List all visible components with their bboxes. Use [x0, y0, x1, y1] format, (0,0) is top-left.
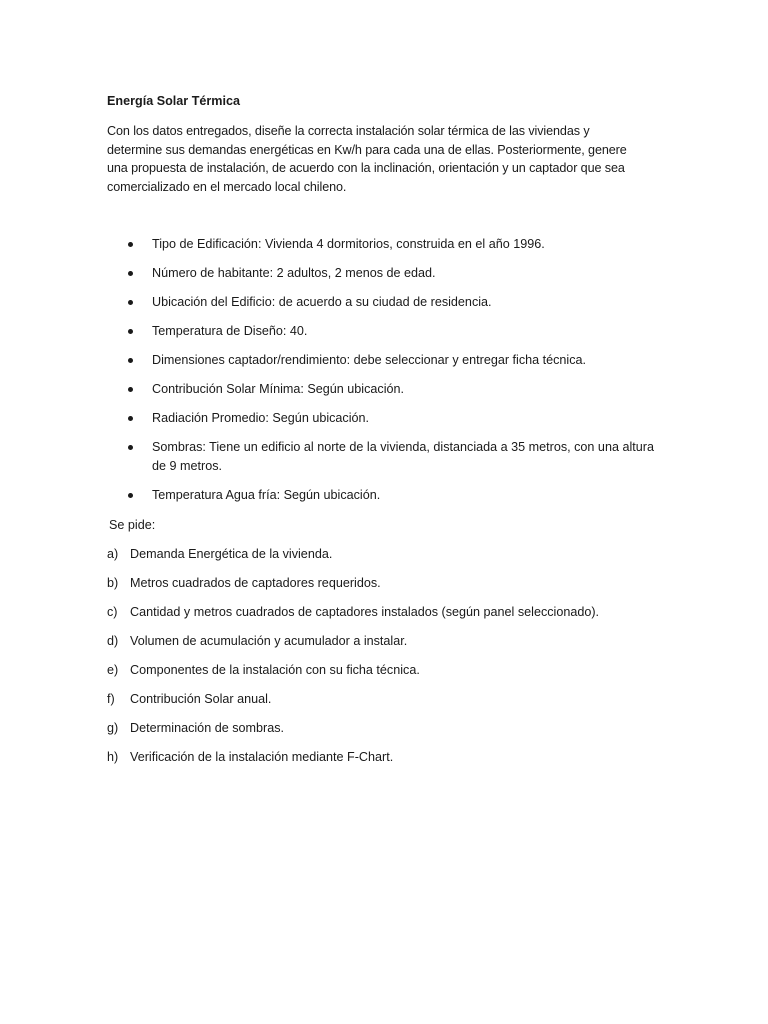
bullet-dot-icon: [128, 387, 133, 392]
bullet-text: Temperatura Agua fría: Según ubicación.: [152, 487, 381, 502]
list-item: [0, 632, 690, 651]
bullet-item: [0, 293, 658, 312]
bullet-dot-icon: [128, 493, 133, 498]
item-letter: c): [107, 605, 118, 619]
bullet-dot-icon: [128, 329, 133, 334]
requirements-list: [0, 545, 768, 777]
item-letter: g): [107, 721, 119, 735]
bullet-item: [0, 351, 658, 370]
intro-paragraph: Con los datos entregados, diseñe la correcta instalación solar térmica de las viviendas y determine sus demandas energéticas en Kw/h para cada una de ellas. Posteriormente, genere una propuesta de instalación, de acuerdo con la inclinación, orientación y un captador que sea comercializado en el mercado local chileno.: [107, 124, 627, 194]
item-text: Componentes de la instalación con su ficha técnica.: [130, 663, 420, 677]
list-item: [0, 545, 690, 564]
item-letter: f): [107, 692, 115, 706]
item-text: Determinación de sombras.: [130, 721, 284, 735]
bullet-item: [0, 264, 658, 283]
se-pide-heading: Se pide:: [109, 518, 156, 532]
bullet-dot-icon: [128, 358, 133, 363]
bullet-item: [0, 438, 658, 475]
item-letter: e): [107, 663, 119, 677]
list-item: [0, 719, 690, 738]
item-text: Metros cuadrados de captadores requeridos.: [130, 576, 381, 590]
bullet-item: [0, 486, 658, 505]
item-text: Demanda Energética de la vivienda.: [130, 547, 333, 561]
bullet-text: Número de habitante: 2 adultos, 2 menos de edad.: [152, 266, 436, 280]
bullet-dot-icon: [128, 445, 133, 450]
bullet-dot-icon: [128, 242, 133, 247]
bullet-dot-icon: [128, 416, 133, 421]
item-letter: d): [107, 634, 119, 648]
bullet-item: [0, 409, 658, 428]
bullet-text: Contribución Solar Mínima: Según ubicación.: [152, 382, 405, 396]
list-item: [0, 603, 690, 622]
bullet-text: Sombras: Tiene un edificio al norte de la vivienda, distanciada a 35 metros, con una altura de 9 metros.: [152, 440, 654, 473]
bullet-text: Ubicación del Edificio: de acuerdo a su ciudad de residencia.: [152, 295, 492, 309]
bullet-item: [0, 322, 658, 341]
document-title: Energía Solar Térmica: [107, 94, 240, 108]
bullet-item: [0, 380, 658, 399]
item-text: Contribución Solar anual.: [130, 692, 272, 706]
item-text: Cantidad y metros cuadrados de captadores instalados (según panel seleccionado).: [130, 605, 600, 619]
bullet-text: Temperatura de Diseño: 40.: [152, 324, 308, 338]
item-letter: h): [107, 750, 119, 764]
item-letter: b): [107, 576, 119, 590]
item-text: Verificación de la instalación mediante F-Chart.: [130, 750, 394, 764]
item-text: Volumen de acumulación y acumulador a instalar.: [130, 634, 408, 648]
list-item: [0, 661, 690, 680]
bullet-text: Tipo de Edificación: Vivienda 4 dormitorios, construida en el año 1996.: [152, 237, 545, 251]
item-letter: a): [107, 547, 119, 561]
list-item: [0, 690, 690, 709]
bullet-list: [0, 235, 768, 515]
list-item: [0, 748, 690, 767]
bullet-text: Dimensiones captador/rendimiento: debe seleccionar y entregar ficha técnica.: [152, 353, 587, 367]
bullet-dot-icon: [128, 271, 133, 276]
bullet-dot-icon: [128, 300, 133, 305]
bullet-text: Radiación Promedio: Según ubicación.: [152, 411, 370, 425]
bullet-item: [0, 235, 658, 254]
list-item: [0, 574, 690, 593]
